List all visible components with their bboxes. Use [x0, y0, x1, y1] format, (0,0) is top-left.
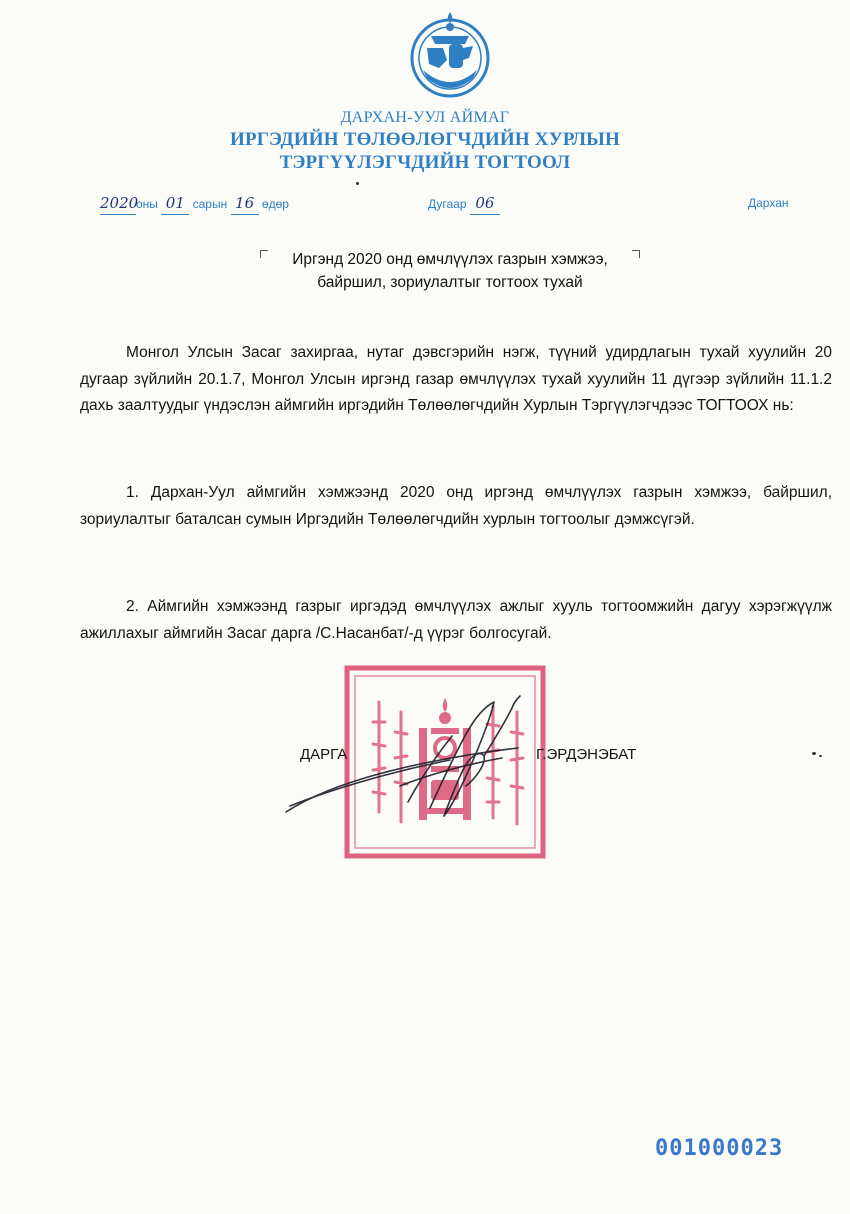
year-value: 2020 — [100, 192, 136, 215]
serial-number: 001000023 — [655, 1136, 784, 1161]
day-label: өдөр — [261, 197, 289, 211]
signatory-name: Г.ЭРДЭНЭБАТ — [536, 746, 637, 763]
signatory-title: ДАРГА — [300, 746, 348, 763]
year-label: оны — [136, 197, 158, 211]
preamble-paragraph: Монгол Улсын Засаг захиргаа, нутаг дэвсгэрийн нэгж, түүний удирдлагын тухай хуулийн 20 дугаар зүйлийн 20.1.7, Монгол Улсын иргэнд газар өмчлүүлэх тухай хуулийн 11 дүгээр зүйлийн 11.1.2 дахь заалтуудыг үндэслэн аймгийн иргэдийн Төлөөлөгчдийн Хурлын Тэргүүлэгчдээс ТОГТООХ нь: — [80, 344, 832, 414]
document-type: ТЭРГҮҮЛЭГЧДИЙН ТОГТООЛ — [279, 152, 571, 173]
month-value: 01 — [161, 192, 189, 215]
bracket-right-icon — [632, 250, 640, 258]
bracket-left-icon — [260, 250, 268, 258]
scan-speck — [819, 755, 822, 757]
subject-line-2: байршил, зориулалтыг тогтоох тухай — [317, 274, 583, 291]
month-label: сарын — [192, 197, 228, 211]
day-value: 16 — [231, 192, 259, 215]
number-line — [428, 192, 500, 214]
document-subject — [260, 248, 640, 294]
number-label: Дугаар — [428, 197, 467, 211]
state-emblem-icon — [405, 8, 495, 103]
council-name: ИРГЭДИЙН ТӨЛӨӨЛӨГЧДИЙН ХУРЛЫН — [229, 129, 621, 150]
subject-line-1: Иргэнд 2020 онд өмчлүүлэх газрын хэмжээ, — [292, 251, 608, 268]
document-header — [0, 108, 850, 174]
province-name: ДАРХАН-УУЛ АЙМАГ — [340, 109, 510, 126]
number-value: 06 — [470, 192, 500, 215]
place-name: Дархан — [748, 196, 789, 210]
scan-speck — [356, 182, 359, 185]
resolution-item-1: 1. Дархан-Уул аймгийн хэмжээнд 2020 онд иргэнд өмчлүүлэх газрын хэмжээ, байршил, зориулалтыг баталсан сумын Иргэдийн Төлөөлөгчдийн хурлын тогтоолыг дэмжсүгэй. — [80, 484, 832, 528]
scan-speck — [812, 752, 816, 755]
date-line — [100, 192, 289, 214]
resolution-item-2: 2. Аймгийн хэмжээнд газрыг иргэдэд өмчлүүлэх ажлыг хууль тогтоомжийн дагуу хэрэгжүүлж ажиллахыг аймгийн Засаг дарга /С.Насанбат/-д үүрэг болгосугай. — [80, 598, 832, 642]
handwritten-signature — [280, 690, 540, 830]
